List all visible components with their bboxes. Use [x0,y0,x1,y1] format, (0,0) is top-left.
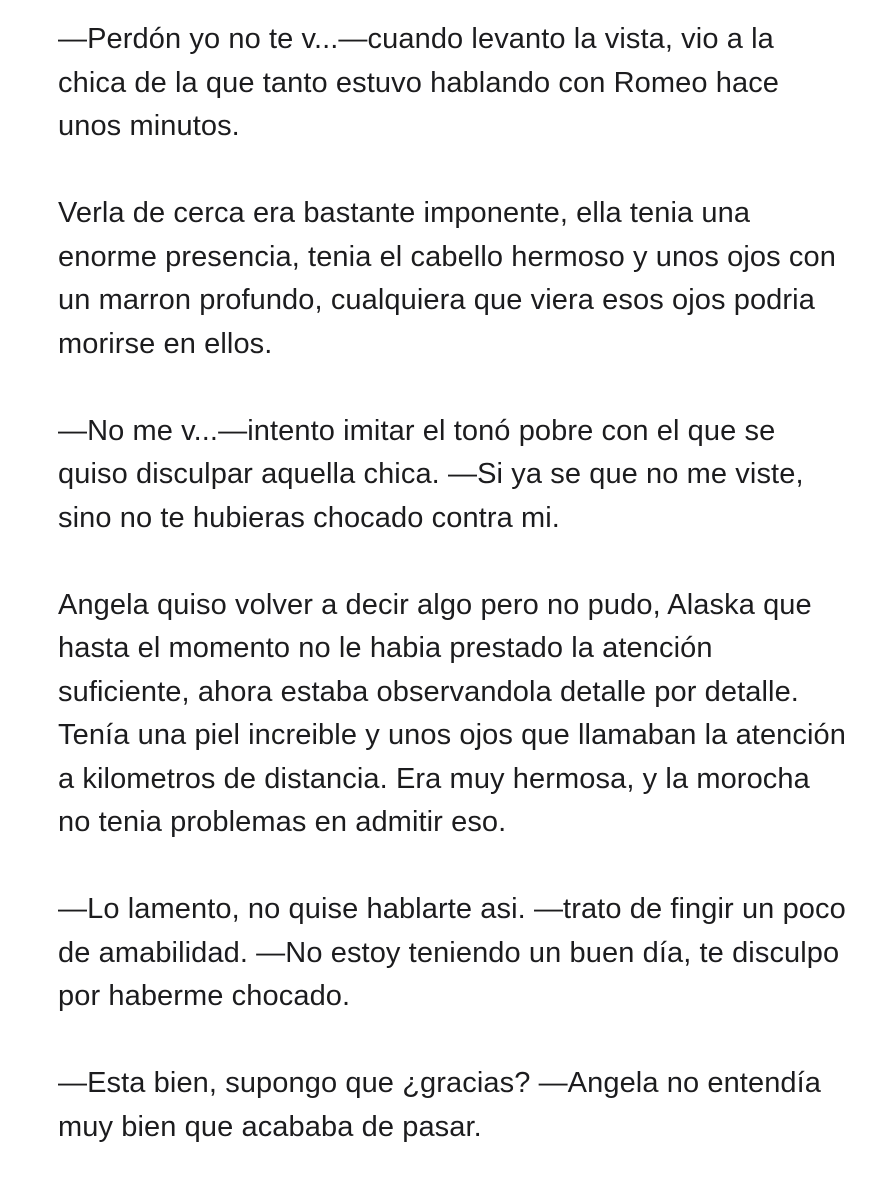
story-text [58,18,848,1149]
paragraph-4: Angela quiso volver a decir algo pero no pudo, Alaska que hasta el momento no le habia prestado la atención suficiente, ahora estaba observandola detalle por detalle. Tenía una piel increible y unos ojos que llamaban la atención a kilometros de distancia. Era muy hermosa, y la morocha no tenia problemas en admitir eso. [58,588,847,838]
paragraph-5: —Lo lamento, no quise hablarte asi. —trato de fingir un poco de amabilidad. —No estoy teniendo un buen día, te disculpo por haberme chocado. [58,893,846,1012]
paragraph-1: —Perdón yo no te v...—cuando levanto la vista, vio a la chica de la que tanto estuvo hablando con Romeo hace unos minutos. [58,23,780,142]
paragraph-3: —No me v...—intento imitar el tonó pobre con el que se quiso disculpar aquella chica. —Si ya se que no me viste, sino no te hubieras chocado contra mi. [58,414,804,534]
paragraph-6: —Esta bien, supongo que ¿gracias? —Angela no entendía muy bien que acababa de pasar. [58,1067,822,1143]
paragraph-2: Verla de cerca era bastante imponente, ella tenia una enorme presencia, tenia el cabello hermoso y unos ojos con un marron profundo, cualquiera que viera esos ojos podria morirse en ellos. [58,197,836,360]
